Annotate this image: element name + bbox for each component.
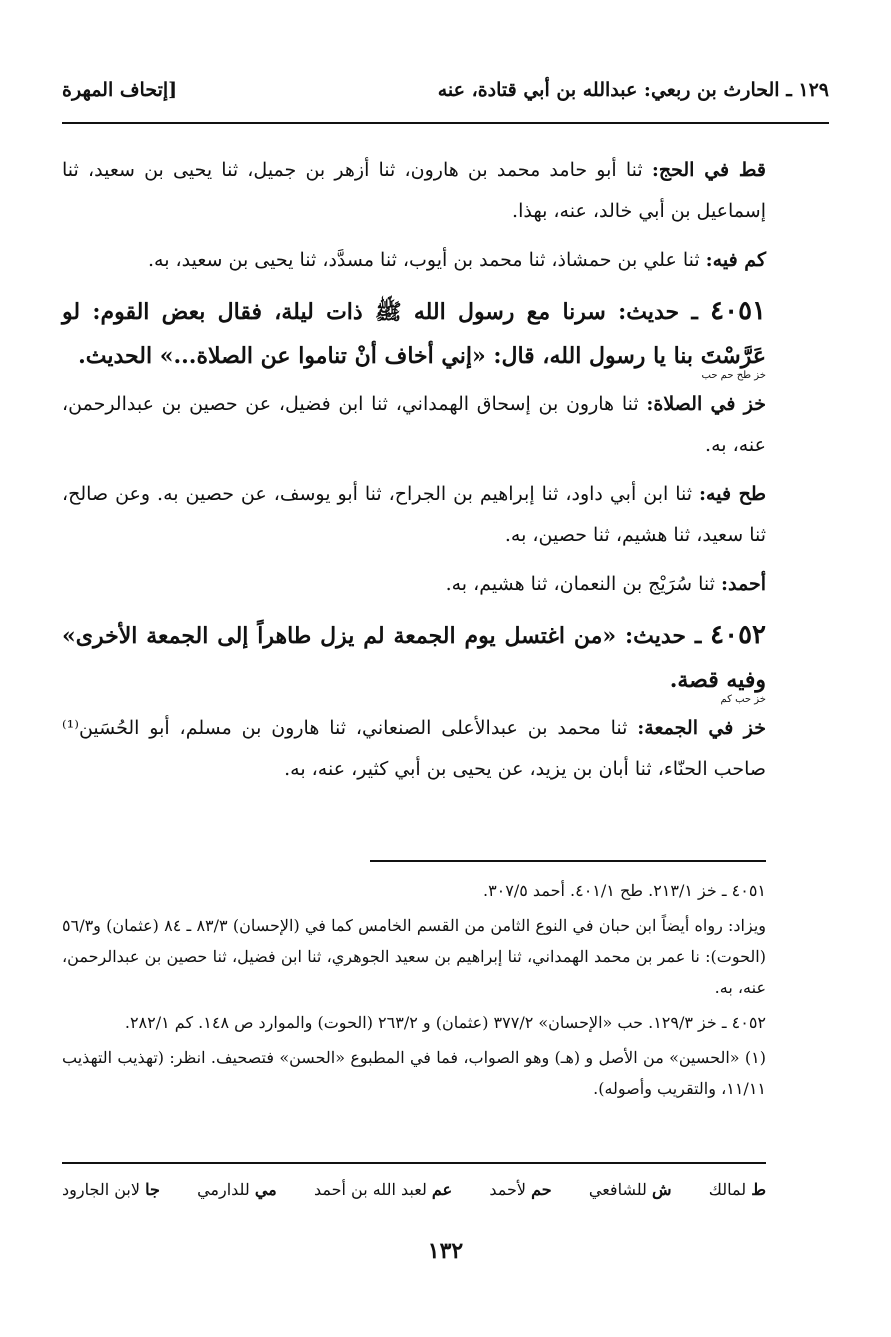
legend-name: للدارمي (197, 1180, 250, 1199)
legend-name: لمالك (708, 1180, 747, 1199)
isnad-paragraph (62, 564, 766, 605)
hadith-number: ٤٠٥٢ (710, 620, 766, 650)
source-lead: أحمد: (721, 573, 766, 595)
footnote: (١) «الحسين» من الأصل و (هـ) وهو الصواب، فما في المطبوع «الحسن» فتصحيف. انظر: (تهذيب التهذيب ١١/١١، والتقريب وأصوله). (62, 1048, 766, 1098)
legend-abbr: ش (652, 1180, 672, 1199)
legend-item (314, 1180, 452, 1199)
running-header (62, 70, 829, 110)
legend-abbr: ط (751, 1180, 766, 1199)
source-lead: كم فيه: (705, 249, 766, 271)
legend-name: لعبد الله بن أحمد (313, 1180, 427, 1199)
hadith-number: ٤٠٥١ (710, 296, 766, 326)
isnad-text: ثنا هارون بن إسحاق الهمداني، ثنا ابن فضيل، عن حصين بن عبدالرحمن، عنه، به. (62, 393, 766, 456)
isnad-text: ثنا علي بن حمشاذ، ثنا محمد بن أيوب، ثنا مسدَّد، ثنا يحيى بن سعيد، به. (148, 249, 706, 271)
hadith-entry (62, 613, 766, 706)
isnad-paragraph (62, 474, 766, 556)
header-rule (62, 122, 829, 124)
source-lead: قط في الحج: (651, 159, 766, 181)
isnad-text: ثنا سُرَيْج بن النعمان، ثنا هشيم، به. (445, 573, 721, 595)
legend-item (197, 1180, 277, 1199)
source-lead: خز في الصلاة: (646, 393, 766, 415)
legend-name: لأحمد (489, 1180, 527, 1199)
hadith-entry (62, 289, 766, 382)
sigla-marginal: خز طح حم حب (701, 370, 766, 381)
source-lead: طح فيه: (699, 483, 766, 505)
abbreviation-legend (62, 1180, 766, 1199)
isnad-paragraph (62, 708, 766, 790)
sigla-marginal: خز حب كم (720, 694, 766, 705)
legend-abbr: مي (254, 1180, 277, 1199)
isnad-paragraph (62, 384, 766, 466)
isnad-paragraph (62, 240, 766, 281)
legend-item (709, 1180, 766, 1199)
source-lead: خز في الجمعة: (637, 717, 767, 739)
main-text (62, 150, 766, 798)
legend-rule (62, 1162, 766, 1164)
legend-item (489, 1180, 551, 1199)
footnote: ويزاد: رواه أيضاً ابن حبان في النوع الثامن من القسم الخامس كما في (الإحسان) ٨٣/٣ ـ ٨٤ (عثمان) و٥٦/٣ (الحوت): نا عمر بن محمد الهمداني، ثنا إبراهيم بن سعيد الجوهري، ثنا ابن فضيل، ثنا حصين بن عبدالرحمن، عنه، به. (62, 916, 767, 997)
isnad-text: ثنا محمد بن عبدالأعلى الصنعاني، ثنا هارون بن مسلم، أبو الحُسَين⁽¹⁾ صاحب الحنّاء، ثنا أبان بن يزيد، عن يحيى بن أبي كثير، عنه، به. (62, 717, 766, 780)
legend-item (62, 1180, 160, 1199)
hadith-text: ـ حديث: «من اغتسل يوم الجمعة لم يزل طاهراً إلى الجمعة الأخرى» وفيه قصة. (62, 623, 766, 693)
chapter-heading: ١٢٩ ـ الحارث بن ربعي: عبدالله بن أبي قتادة، عنه (437, 79, 829, 101)
book-title: [إتحاف المهرة (62, 79, 178, 101)
legend-abbr: حم (531, 1180, 552, 1199)
isnad-text: ثنا ابن أبي داود، ثنا إبراهيم بن الجراح، ثنا أبو يوسف، عن حصين به. وعن صالح، ثنا سعيد، ثنا هشيم، ثنا حصين، به. (62, 483, 766, 546)
footnote: ٤٠٥١ ـ خز ٢١٣/١. طح ٤٠١/١. أحمد ٣٠٧/٥. (482, 881, 766, 900)
legend-abbr: جا (145, 1180, 160, 1199)
isnad-paragraph (62, 150, 766, 232)
legend-name: للشافعي (588, 1180, 647, 1199)
isnad-text: ثنا أبو حامد محمد بن هارون، ثنا أزهر بن جميل، ثنا يحيى بن سعيد، ثنا إسماعيل بن أبي خالد، عنه، بهذا. (62, 159, 766, 222)
footnotes (62, 875, 766, 1108)
hadith-text: ـ حديث: سرنا مع رسول الله ﷺ ذات ليلة، فقال بعض القوم: لو عَرَّسْتَ بنا يا رسول الله، قال: «إني أخاف أنْ تناموا عن الصلاة...» الحديث. (62, 299, 766, 369)
legend-abbr: عم (431, 1180, 453, 1199)
legend-item (589, 1180, 672, 1199)
footnote-rule (370, 860, 766, 862)
legend-name: لابن الجارود (62, 1180, 140, 1199)
page-number: ١٣٢ (427, 1238, 464, 1264)
footnote: ٤٠٥٢ ـ خز ١٢٩/٣. حب «الإحسان» ٣٧٧/٢ (عثمان) و ٢٦٣/٢ (الحوت) والموارد ص ١٤٨. كم ٢٨٢/١. (124, 1013, 766, 1032)
